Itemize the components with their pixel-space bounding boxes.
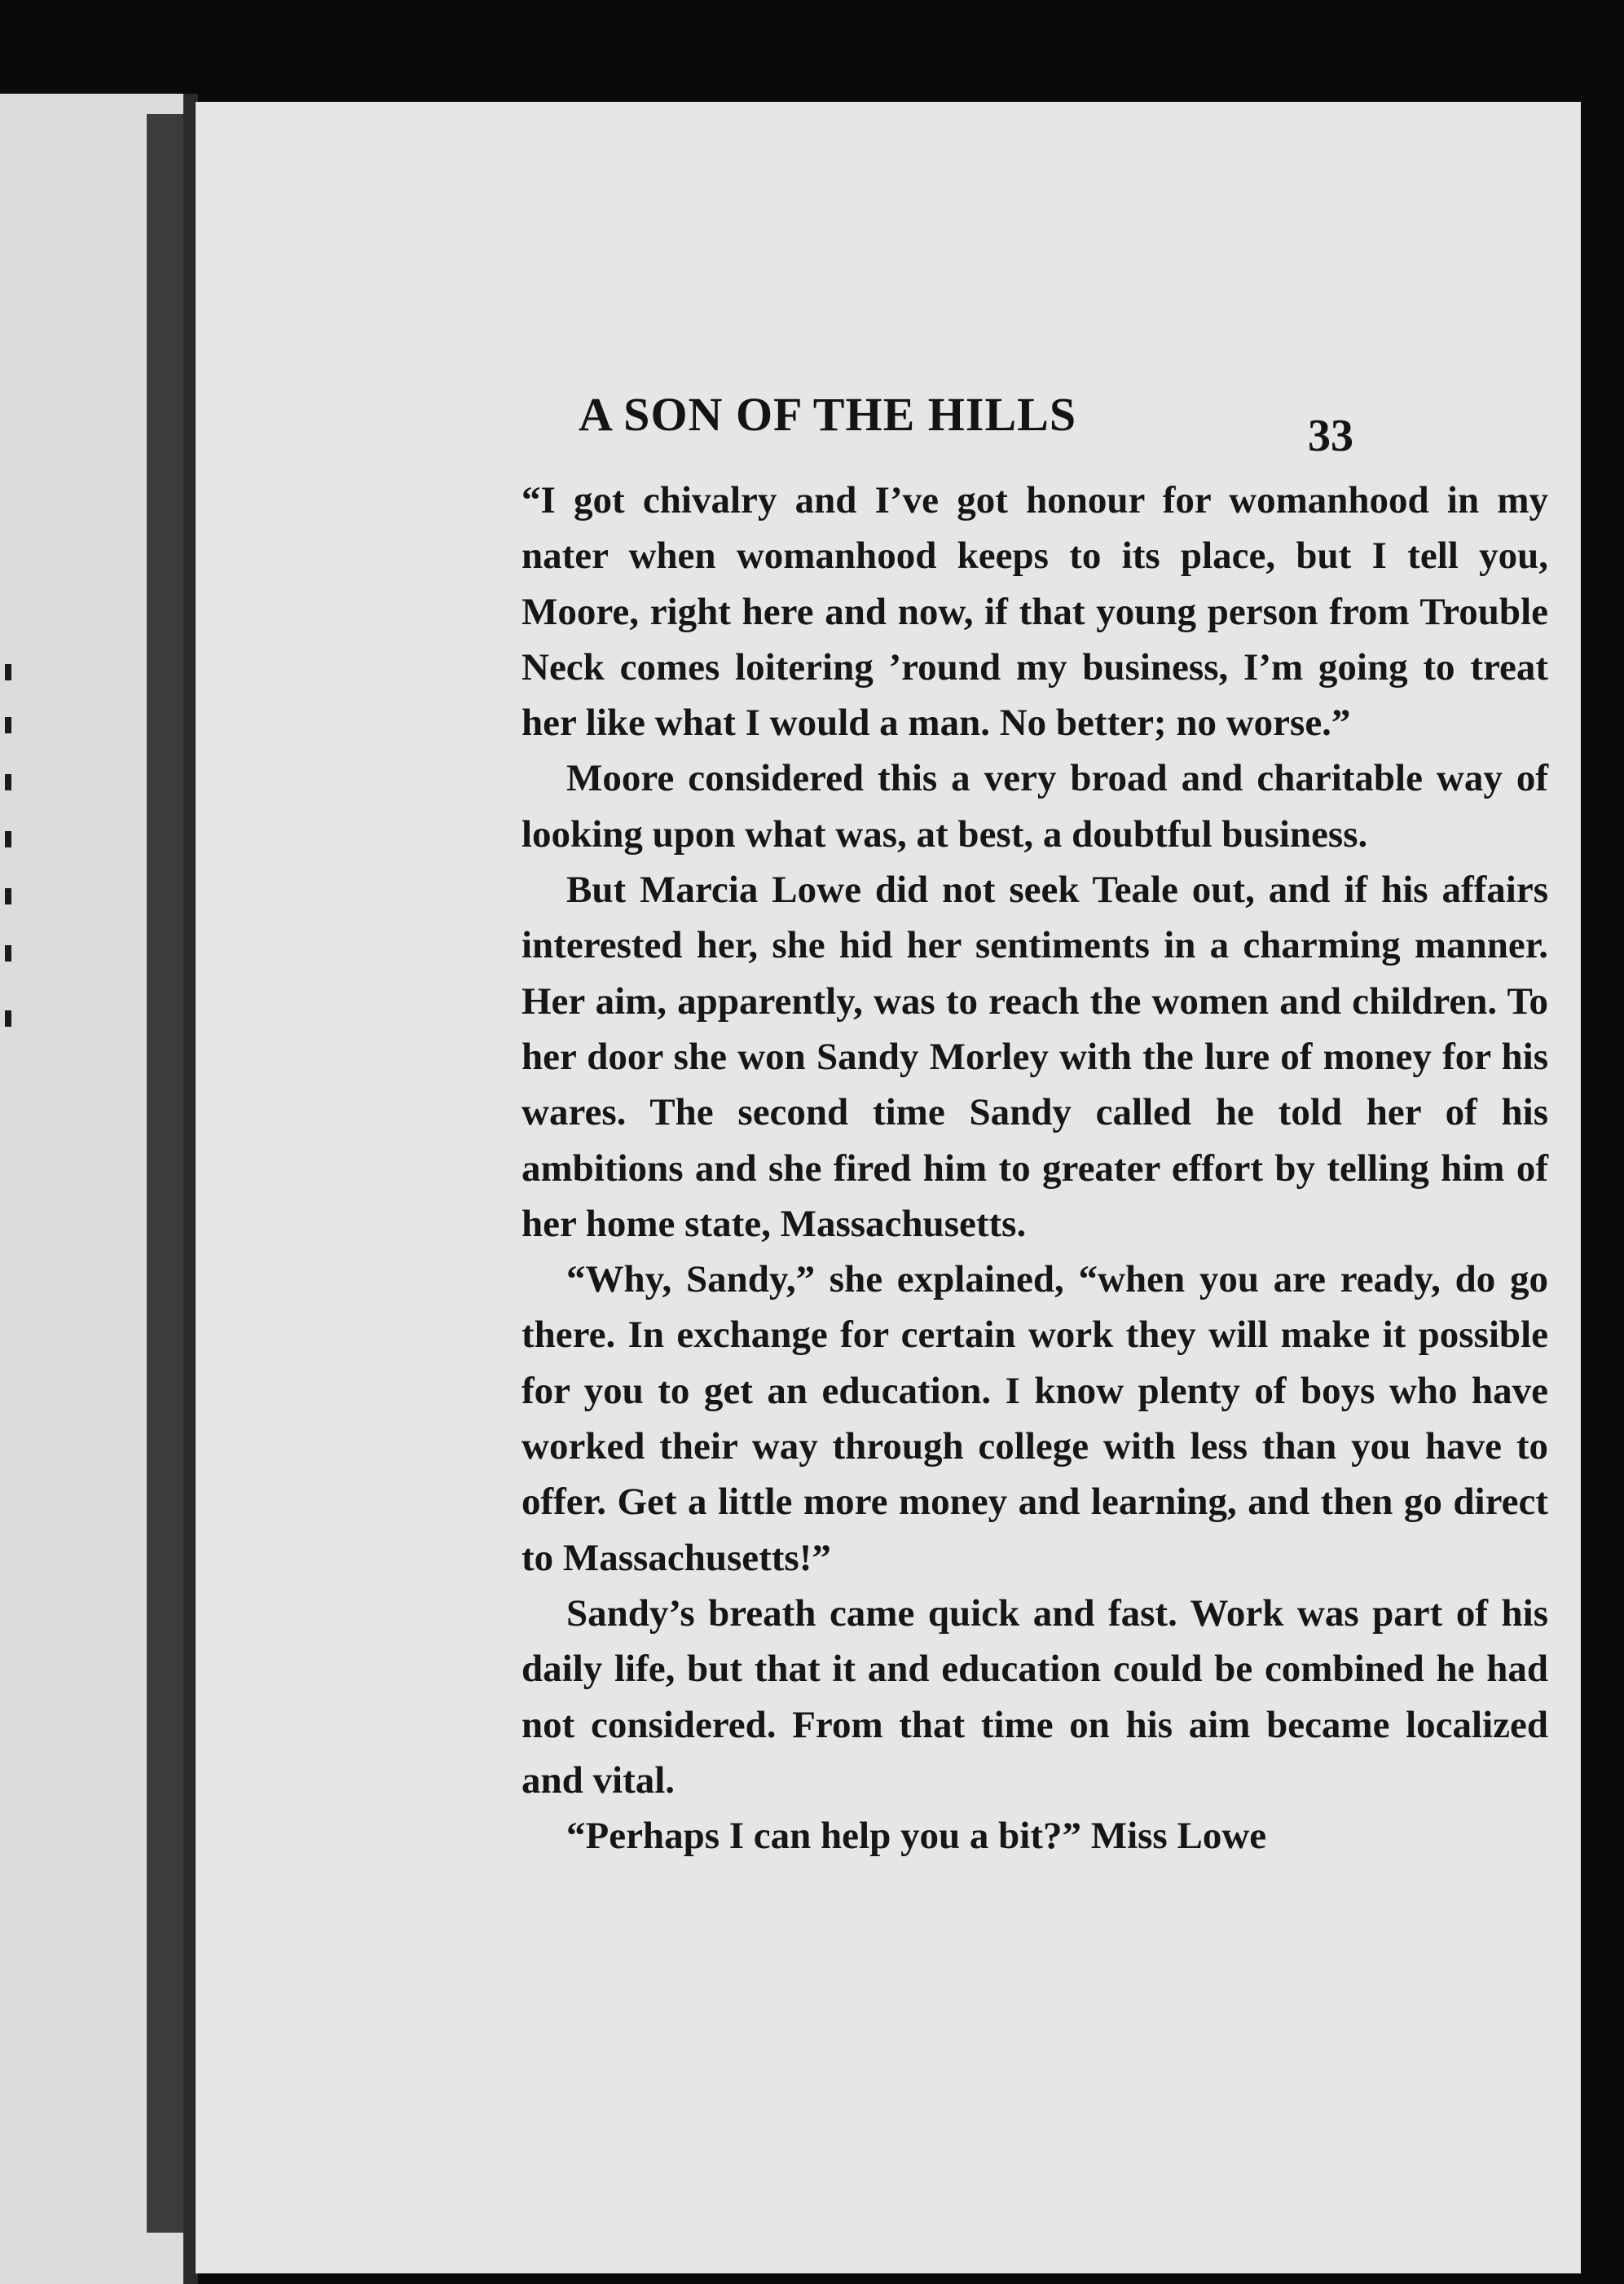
book-spine (147, 114, 187, 2233)
paragraph: “I got chivalry and I’ve got honour for womanhood in my nater when womanhood keeps to its place, but I tell you, Moore, right here and now, if that young person from Trouble Neck comes loitering ’round my business, I’m going to treat her like what I would a man. No better; no worse.” (522, 479, 1548, 745)
paragraph: But Marcia Lowe did not seek Teale out, and if his affairs interested her, she hid her sentiments in a charming manner. Her aim, apparently, was to reach the women and children. To her door she won Sandy Morley with the lure of money for his wares. The second time Sandy called he told her of his ambitions and she fired him to greater effort by telling him of her home state, Massachusetts. (522, 869, 1548, 1245)
running-title: A SON OF THE HILLS (579, 388, 1077, 441)
paragraph: Moore considered this a very broad and charitable way of looking upon what was, at best, a doubtful business. (522, 757, 1548, 856)
right-margin-shadow (1581, 98, 1624, 2284)
book-page (196, 102, 1581, 2273)
facing-page-text-edge (0, 652, 24, 1222)
paragraph: “Perhaps I can help you a bit?” Miss Lowe (566, 1815, 1267, 1858)
body-text (522, 473, 1548, 1864)
page-number: 33 (1308, 411, 1353, 461)
running-head (196, 387, 1581, 461)
paragraph: Sandy’s breath came quick and fast. Work was part of his daily life, but that it and education could be combined he had not considered. From that time on his aim became localized and vital. (522, 1591, 1548, 1802)
paragraph: “Why, Sandy,” she explained, “when you are ready, do go there. In exchange for certain work they will make it possible for you to get an education. I know plenty of boys who have worked their way through college with less than you have to offer. Get a little more money and learning, and then go direct to Massachusetts!” (522, 1258, 1548, 1579)
